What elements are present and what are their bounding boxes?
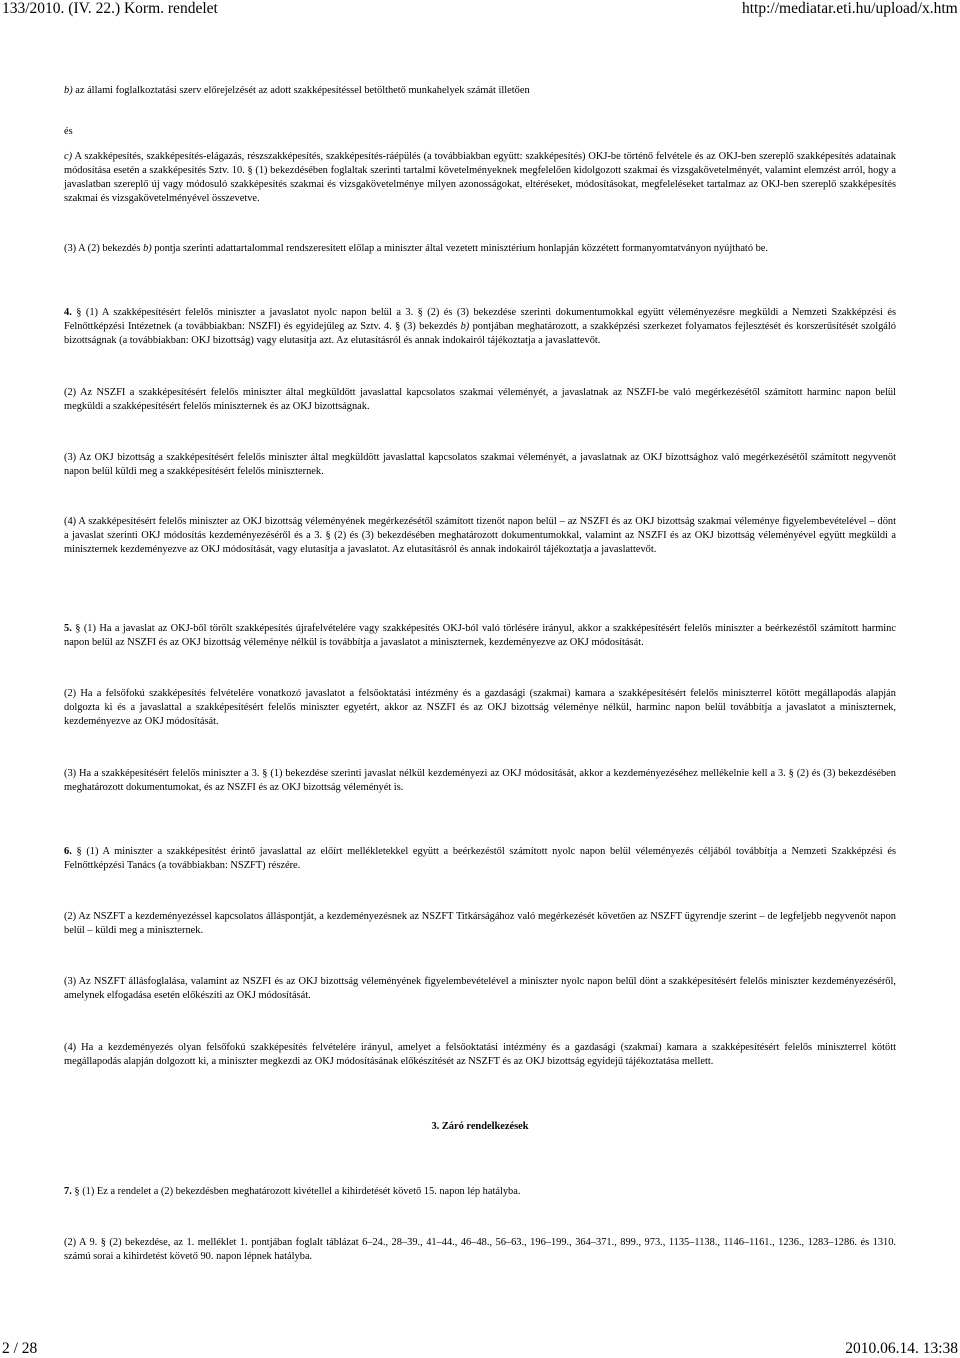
section-4-paragraph-2: (2) Az NSZFI a szakképesítésért felelős miniszter által megküldött javaslattal kapcsolatos szakmai véleményét, a javaslatnak az NSZFI-be való megérkezésétől számított harminc napon belül megküldi a szakképesítésért felelős miniszternek és az OKJ bizottságnak. [64,387,896,412]
item-marker: b) [143,243,152,254]
section-5-paragraph-1: 5. § (1) Ha a javaslat az OKJ-ből törölt szakképesítés újrafelvételére vagy szakképesítés OKJ-ból való törlésére irányul, akkor a szakképesítésért felelős miniszter a beérkezéstől számított harminc napon belül az NSZFI és az OKJ bizottság véleménye nélkül is továbbítja a javaslatot a miniszternek, kezdeményezve az OKJ módosítását. [64,623,896,648]
item-marker: c) [64,151,73,162]
paragraph-b: b) az állami foglalkoztatási szerv előrejelzését az adott szakképesítéssel betölthető munkahelyek számát illetően [64,85,530,96]
section-6-paragraph-2: (2) Az NSZFT a kezdeményezéssel kapcsolatos álláspontját, a kezdeményezésnek az NSZFT Titkárságához való megérkezését követően az NSZFT ügyrendje szerint – de legfeljebb negyvenöt napon belül – küldi meg a miniszternek. [64,911,896,936]
section-number: 7. [64,1186,72,1197]
section-number: 5. [64,623,72,634]
section-6-paragraph-4: (4) Ha a kezdeményezés olyan felsőfokú szakképesítés felvételére irányul, amelyet a felsőoktatási intézmény és a gazdasági (szakmai) kamara a szakképesítésért felelős miniszterrel kötött megállapodás alapján dolgozott ki, a miniszter megkezdi az OKJ módosításának előkészítését az NSZFT és az OKJ bizottság egyidejű tájékoztatása mellett. [64,1042,896,1067]
page-header [0,0,960,20]
section-6-paragraph-1: 6. § (1) A miniszter a szakképesítést érintő javaslattal az előírt mellékletekkel együtt a beérkezéstől számított nyolc napon belül véleményezés céljából továbbítja a Nemzeti Szakképzési és Felnőttképzési Tanács (a továbbiakban: NSZFT) részére. [64,846,896,871]
header-title: 133/2010. (IV. 22.) Korm. rendelet [2,0,218,17]
section-number: 4. [64,307,72,318]
section-5-paragraph-3: (3) Ha a szakképesítésért felelős miniszter a 3. § (1) bekezdése szerinti javaslat nélkül kezdeményezi az OKJ módosítását, akkor a kezdeményezéséhez mellékelnie kell a 3. § (2) és (3) bekezdésében meghatározott dokumentumokat, és az NSZFI és az OKJ bizottság véleményét is. [64,768,896,793]
section-7-paragraph-1: 7. § (1) Ez a rendelet a (2) bekezdésben meghatározott kivétellel a kihirdetését követő 15. napon lép hatályba. [64,1186,521,1197]
section-4-paragraph-1: 4. § (1) A szakképesítésért felelős miniszter a javaslatot nyolc napon belül a 3. § (2) és (3) bekezdése szerinti dokumentumokkal együtt véleményezésre megküldi a Nemzeti Szakképzési és Felnőttképzési Intézetnek (a továbbiakban: NSZFI) és egyidejűleg az Sztv. 4. § (3) bekezdés b) pontjában meghatározott, a szakképzési szerkezet folyamatos fejlesztését és korszerűsítését szolgáló bizottságnak (a továbbiakban: OKJ bizottság) vagy elutasítja azt. Az elutasításról és annak indokairól tájékoztatja a javaslattevőt. [64,307,896,346]
page-number: 2 / 28 [2,1340,38,1357]
chapter-heading: 3. Záró rendelkezések [431,1121,529,1132]
item-marker: b) [460,321,470,332]
section-7-paragraph-2: (2) A 9. § (2) bekezdése, az 1. melléklet 1. pontjában foglalt táblázat 6–24., 28–39., 41–44., 46–48., 56–63., 196–199., 364–371., 899., 973., 1135–1138., 1146–1161., 1236., 1283–1286. és 1310. számú sorai a kihirdetést követő 90. napon lépnek hatályba. [64,1237,896,1262]
section-5-paragraph-2: (2) Ha a felsőfokú szakképesítés felvételére vonatkozó javaslatot a felsőoktatási intézmény és a gazdasági (szakmai) kamara a szakképesítésért felelős miniszterrel kötött megállapodás alapján dolgozta ki és a javaslattal a szakképesítésért felelős miniszter egyetért, akkor az NSZFI és az OKJ bizottság véleménye nélkül, harminc napon belül továbbítja a javaslatot a miniszternek, kezdeményezve az OKJ módosítását. [64,688,896,727]
section-number: 6. [64,846,72,857]
print-datetime: 2010.06.14. 13:38 [845,1340,958,1357]
paragraph-c: c) A szakképesítés, szakképesítés-elágazás, részszakképesítés, szakképesítés-ráépülés (a továbbiakban együtt: szakképesítés) OKJ-be történő felvétele és az OKJ-ben szereplő szakképesítés adatainak módosítása esetén a szakképesítés Sztv. 10. § (1) bekezdésében foglaltak szerinti tartalmi követelményeknek megfelelően kidolgozott szakmai és vizsgakövetelményét, valamint elemzést arról, hogy a javaslatban szereplő új vagy módosuló szakképesítés szakmai és vizsgakövetelménye milyen azonosságokat, eltéréseket, módosításokat, megfeleléseket tartalmaz az OKJ-ben szereplő szakképesítés szakmai és vizsgakövetelményével összevetve. [64,151,896,204]
paragraph-3: (3) A (2) bekezdés b) pontja szerinti adattartalommal rendszeresített előlap a miniszter által vezetett minisztérium honlapján közzétett formanyomtatványon nyújtható be. [64,243,769,254]
header-url: http://mediatar.eti.hu/upload/x.htm [742,0,958,17]
section-4-paragraph-4: (4) A szakképesítésért felelős miniszter az OKJ bizottság véleményének megérkezésétől számított tizenöt napon belül – az NSZFI és az OKJ bizottság szakmai véleménye figyelembevételével – dönt a javaslat szerinti OKJ módosítás kezdeményezéséről és a 3. § (2) és (3) bekezdésében meghatározott dokumentumokkal, valamint az NSZFI és az OKJ bizottság véleményével együtt megküldi a miniszternek kezdeményezve az OKJ módosítását, vagy elutasítja a javaslatot. Az elutasításról és annak indokairól tájékoztatja a javaslattevőt. [64,516,896,555]
section-4-paragraph-3: (3) Az OKJ bizottság a szakképesítésért felelős miniszter által megküldött javaslattal kapcsolatos szakmai véleményét, a javaslatnak az OKJ bizottsághoz való megérkezésétől számított negyvenöt napon belül küldi meg a szakképesítésért felelős miniszternek. [64,452,896,477]
paragraph-es: és [64,126,73,137]
section-6-paragraph-3: (3) Az NSZFT állásfoglalása, valamint az NSZFI és az OKJ bizottság véleményének figyelembevételével a miniszter nyolc napon belül dönt a szakképesítésért felelős miniszter kezdeményezéséről, amelynek elfogadása esetén előkészíti az OKJ módosítását. [64,976,896,1001]
item-marker: b) [64,85,73,96]
